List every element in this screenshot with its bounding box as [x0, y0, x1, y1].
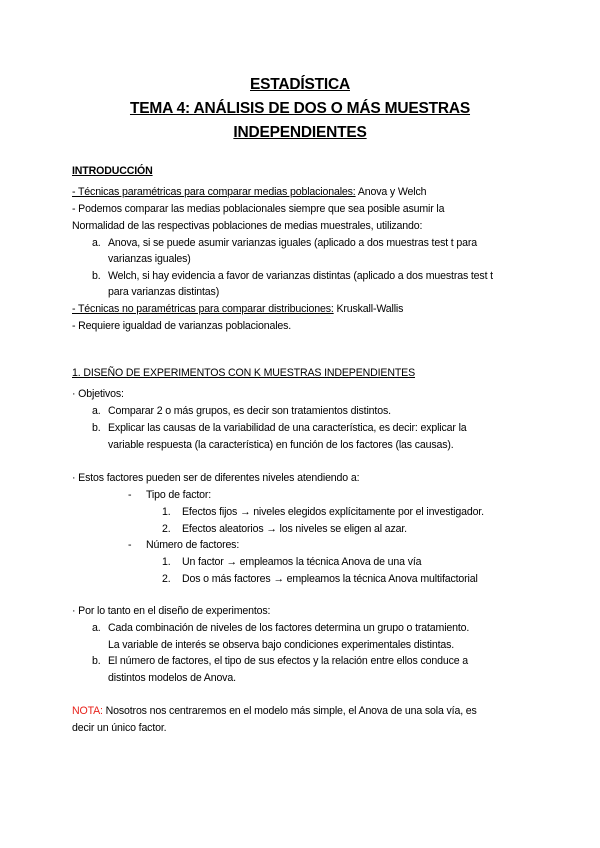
list-marker: 2.: [162, 523, 171, 535]
factor-count-1: Un factor → empleamos la técnica Anova de una vía: [182, 556, 422, 568]
design-b-line1: El número de factores, el tipo de sus efectos y la relación entre ellos conduce a: [108, 655, 469, 667]
note-label: NOTA:: [72, 705, 103, 717]
objective-b-line1: Explicar las causas de la variabilidad de una característica, es decir: explicar la: [108, 422, 467, 434]
list-marker: a.: [92, 237, 101, 249]
doc-subtitle-line1: TEMA 4: ANÁLISIS DE DOS O MÁS MUESTRAS: [129, 100, 471, 117]
intro-item-b-line2: para varianzas distintas): [108, 286, 220, 298]
list-dash: -: [128, 539, 132, 551]
factor-type-1: Efectos fijos → niveles elegidos explícitamente por el investigador.: [182, 506, 484, 518]
section1-heading: 1. DISEÑO DE EXPERIMENTOS CON K MUESTRAS INDEPENDIENTES: [72, 367, 415, 379]
compare-line-1: - Podemos comparar las medias poblacionales siempre que sea posible asumir la: [72, 203, 445, 215]
nonparametric-value: Kruskall-Wallis: [333, 303, 404, 315]
doc-subtitle-line2: INDEPENDIENTES: [233, 124, 367, 141]
parametric-label: - Técnicas paramétricas para comparar medias poblacionales:: [72, 186, 356, 198]
objective-a: Comparar 2 o más grupos, es decir son tratamientos distintos.: [108, 405, 391, 417]
design-intro: · Por lo tanto en el diseño de experimentos:: [72, 605, 271, 617]
factor-count-2: Dos o más factores → empleamos la técnica Anova multifactorial: [182, 573, 478, 585]
factor-type-label: Tipo de factor:: [146, 489, 212, 501]
factor-type-2: Efectos aleatorios → los niveles se eligen al azar.: [182, 523, 407, 535]
factors-intro: · Estos factores pueden ser de diferentes niveles atendiendo a:: [72, 472, 360, 484]
nonparametric-label: - Técnicas no paramétricas para comparar distribuciones:: [72, 303, 334, 315]
list-marker: b.: [92, 422, 101, 434]
nonparametric-line: [72, 303, 403, 316]
list-marker: a.: [92, 622, 101, 634]
design-a-line2: La variable de interés se observa bajo condiciones experimentales distintas.: [108, 639, 455, 651]
list-marker: 1.: [162, 556, 171, 568]
list-marker: a.: [92, 405, 101, 417]
compare-line-2: Normalidad de las respectivas poblaciones de medias muestrales, utilizando:: [72, 220, 423, 232]
list-marker: b.: [92, 655, 101, 667]
intro-item-b-line1: Welch, si hay evidencia a favor de varianzas distintas (aplicado a dos muestras test t: [108, 270, 493, 282]
note-line-1: [72, 705, 477, 718]
intro-heading: INTRODUCCIÓN: [72, 165, 153, 177]
doc-title: ESTADÍSTICA: [250, 76, 350, 93]
note-text: Nosotros nos centraremos en el modelo más simple, el Anova de una sola vía, es: [102, 705, 477, 717]
intro-item-a-line2: varianzas iguales): [108, 253, 191, 265]
list-marker: 1.: [162, 506, 171, 518]
intro-item-a-line1: Anova, si se puede asumir varianzas iguales (aplicado a dos muestras test t para: [108, 237, 477, 249]
design-a-line1: Cada combinación de niveles de los factores determina un grupo o tratamiento.: [108, 622, 470, 634]
design-b-line2: distintos modelos de Anova.: [108, 672, 236, 684]
factor-count-label: Número de factores:: [146, 539, 240, 551]
objective-b-line2: variable respuesta (la característica) en función de los factores (las causas).: [108, 439, 454, 451]
objectives-label: · Objetivos:: [72, 388, 124, 400]
list-marker: 2.: [162, 573, 171, 585]
parametric-line: [72, 186, 426, 199]
requires-line: - Requiere igualdad de varianzas poblacionales.: [72, 320, 292, 332]
note-line-2: decir un único factor.: [72, 722, 167, 734]
list-dash: -: [128, 489, 132, 501]
parametric-value: Anova y Welch: [355, 186, 427, 198]
list-marker: b.: [92, 270, 101, 282]
